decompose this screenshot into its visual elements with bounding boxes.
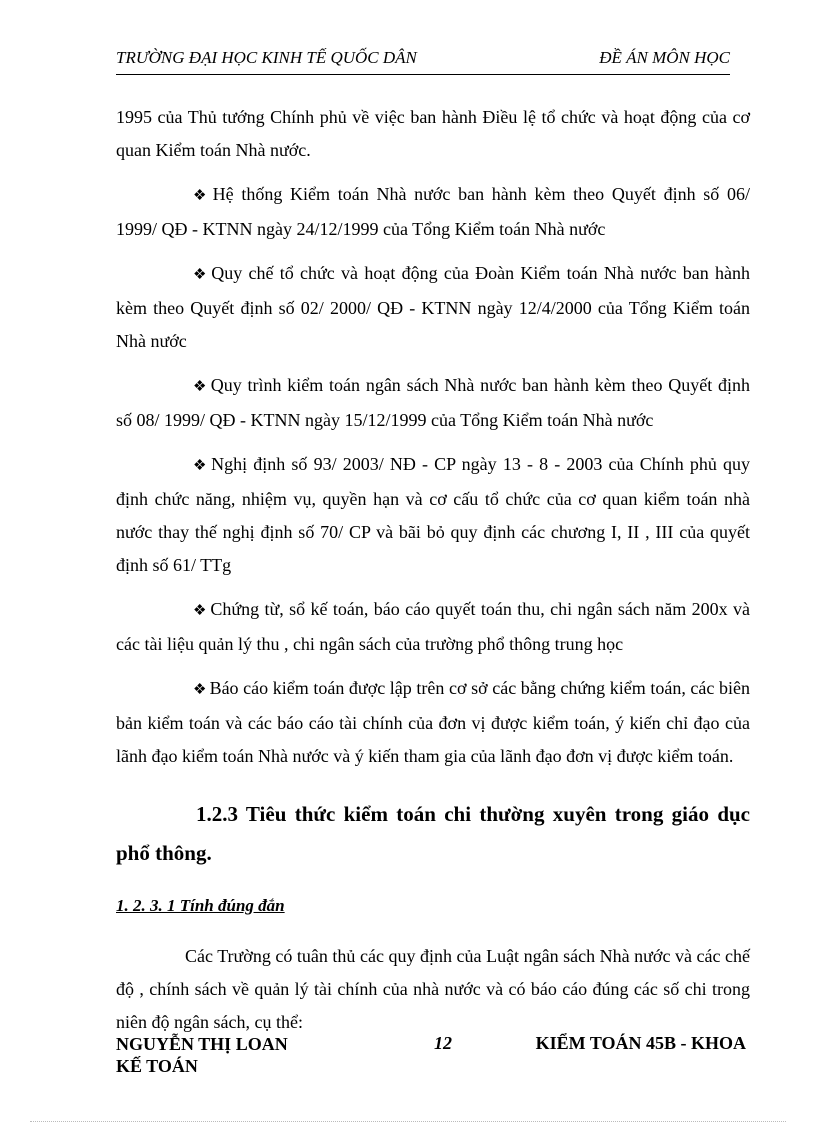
page-header — [116, 48, 730, 75]
bullet-text: Báo cáo kiểm toán được lập trên cơ sở các bằng chứng kiểm toán, các biên bản kiểm toán và các báo cáo tài chính của đơn vị được kiểm toán, ý kiến chỉ đạo của lãnh đạo kiểm toán Nhà nước và ý kiến tham gia của lãnh đạo đơn vị được kiểm toán. — [116, 678, 750, 766]
footer-author: NGUYỄN THỊ LOAN — [116, 1034, 288, 1054]
bullet-item — [116, 369, 750, 437]
footer-department: KIỂM TOÁN 45B - KHOA — [535, 1033, 746, 1053]
bullet-item — [116, 178, 750, 246]
diamond-bullet-icon: ❖ — [193, 458, 209, 474]
bullet-text: Hệ thống Kiểm toán Nhà nước ban hành kèm theo Quyết định số 06/ 1999/ QĐ - KTNN ngày 24/12/1999 của Tổng Kiểm toán Nhà nước — [116, 184, 750, 239]
bottom-divider — [30, 1121, 786, 1122]
section-heading: 1.2.3 Tiêu thức kiểm toán chi thường xuyên trong giáo dục phổ thông. — [116, 802, 750, 865]
header-university: TRƯỜNG ĐẠI HỌC KINH TẾ QUỐC DÂN — [116, 48, 417, 67]
closing-paragraph: Các Trường có tuân thủ các quy định của Luật ngân sách Nhà nước và các chế độ , chính sách về quản lý tài chính của nhà nước và có báo cáo đúng các số chi trong niên độ ngân sách, cụ thể: — [116, 946, 750, 1032]
bullet-item — [116, 448, 750, 582]
diamond-bullet-icon: ❖ — [193, 379, 208, 395]
subsection-heading: 1. 2. 3. 1 Tính đúng đắn — [116, 896, 285, 915]
page-number: 12 — [434, 1033, 452, 1053]
diamond-bullet-icon: ❖ — [193, 603, 208, 619]
bullet-text: Chứng từ, sổ kế toán, báo cáo quyết toán thu, chi ngân sách năm 200x và các tài liệu quản lý thu , chi ngân sách của trường phổ thông trung học — [116, 599, 750, 654]
bullet-item — [116, 593, 750, 661]
bullet-text: Quy chế tổ chức và hoạt động của Đoàn Kiểm toán Nhà nước ban hành kèm theo Quyết định số 02/ 2000/ QĐ - KTNN ngày 12/4/2000 của Tổng Kiểm toán Nhà nước — [116, 263, 750, 351]
page-footer — [116, 1033, 746, 1093]
bullet-item — [116, 672, 750, 773]
document-body — [116, 101, 750, 1039]
diamond-bullet-icon: ❖ — [193, 267, 209, 283]
footer-author-block — [116, 1033, 288, 1077]
diamond-bullet-icon: ❖ — [193, 188, 210, 204]
footer-department-line2: KẾ TOÁN — [116, 1056, 198, 1076]
header-doc-type: ĐỀ ÁN MÔN HỌC — [599, 48, 730, 67]
bullet-text: Quy trình kiểm toán ngân sách Nhà nước ban hành kèm theo Quyết định số 08/ 1999/ QĐ - KTNN ngày 15/12/1999 của Tổng Kiểm toán Nhà nước — [116, 375, 750, 430]
bullet-item — [116, 257, 750, 358]
diamond-bullet-icon: ❖ — [193, 682, 207, 698]
intro-paragraph: 1995 của Thủ tướng Chính phủ về việc ban hành Điều lệ tổ chức và hoạt động của cơ quan Kiểm toán Nhà nước. — [116, 107, 750, 160]
bullet-text: Nghị định số 93/ 2003/ NĐ - CP ngày 13 - 8 - 2003 của Chính phủ quy định chức năng, nhiệm vụ, quyền hạn và cơ cấu tổ chức của cơ quan kiểm toán nhà nước thay thế nghị định số 70/ CP và bãi bỏ quy định các chương I, II , III của quyết định số 61/ TTg — [116, 454, 751, 575]
